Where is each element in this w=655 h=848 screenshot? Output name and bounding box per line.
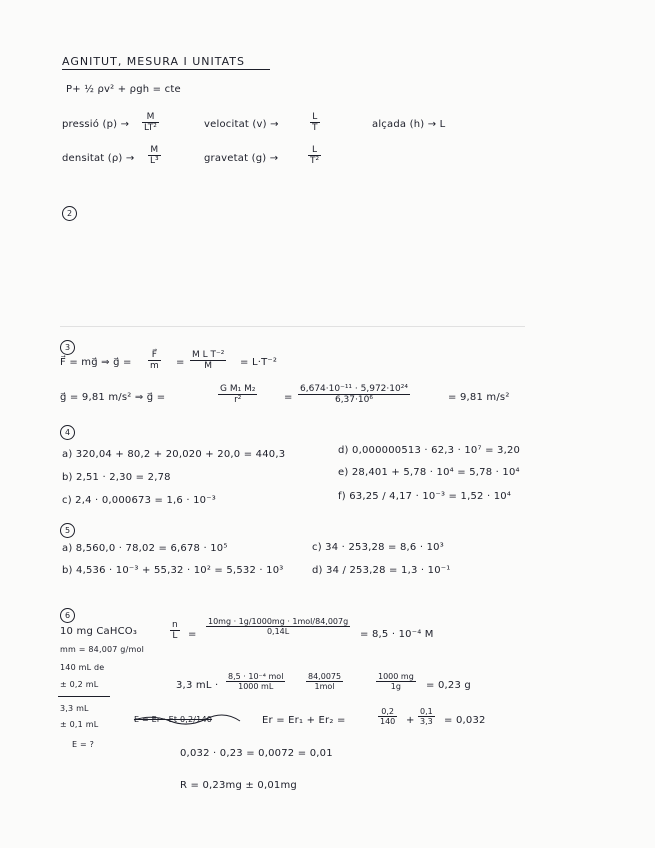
force-over-mass: $\frac{F⃗}{m}$ xyxy=(150,350,159,371)
dimension-fraction: $\frac{\text{M L T⁻²}}{M}$ xyxy=(192,350,225,371)
given-mass: 10 mg CaHCO₃ xyxy=(60,626,138,637)
given-unknown: E = ? xyxy=(72,740,95,749)
absolute-error-calc: 0,032 · 0,23 = 0,0072 = 0,01 xyxy=(180,748,333,759)
exercise-5c: c) 34 · 253,28 = 8,6 · 10³ xyxy=(312,542,444,553)
bernoulli-equation: P+ ½ ρv² + ρgh = cte xyxy=(66,84,181,95)
conversion-factor-3: $\frac{1000 mg}{1g}$ xyxy=(378,672,414,691)
given-sample-volume: 3,3 mL xyxy=(60,704,89,713)
conversion-factor-1: 8,5 · 10⁻⁴ mol 1000 mL xyxy=(228,672,284,691)
given-molar-mass: mm = 84,007 g/mol xyxy=(60,645,144,654)
section-6-marker: 6 xyxy=(60,608,75,623)
newton-law-line: F⃗ = mg⃗ ⇒ g⃗ = xyxy=(60,357,132,368)
error-crossed-out: E = Er · Et 0,2/140 xyxy=(134,715,213,724)
given-volume-error: ± 0,2 mL xyxy=(60,680,99,689)
section-3-marker: 3 xyxy=(60,340,75,355)
relative-error-sum: Er = Er₁ + Er₂ = xyxy=(262,715,346,726)
relative-error-2: $\frac{0,1}{3,3}$ xyxy=(420,707,433,726)
molarity-equals: = xyxy=(188,629,197,640)
conversion-result: = 0,23 g xyxy=(426,680,471,691)
height-label: alçada (h) → L xyxy=(372,119,446,130)
exercise-4c: c) 2,4 · 0,000673 = 1,6 · 10⁻³ xyxy=(62,495,216,506)
section-4-marker: 4 xyxy=(60,425,75,440)
gravitation-result: = 9,81 m/s² xyxy=(448,392,510,403)
gravity-dimension-result: = L·T⁻² xyxy=(240,357,278,368)
given-divider xyxy=(58,696,110,697)
gravitation-values: $\frac{\text{6,674·10⁻¹¹ · 5,972·10²⁴}}{\text{6,37·10⁶}}$ xyxy=(300,384,408,405)
given-volume: 140 mL de xyxy=(60,663,105,672)
final-result: R = 0,23mg ± 0,01mg xyxy=(180,780,297,791)
exercise-5a: a) 8,560,0 · 78,02 = 6,678 · 10⁵ xyxy=(62,543,228,554)
molarity-result: = 8,5 · 10⁻⁴ M xyxy=(360,629,434,640)
given-sample-error: ± 0,1 mL xyxy=(60,720,99,729)
density-dimension: $\frac{M}{\text{L³}}$ xyxy=(150,145,159,166)
exercise-4f: f) 63,25 / 4,17 · 10⁻³ = 1,52 · 10⁴ xyxy=(338,491,512,502)
section-2-marker: 2 xyxy=(62,206,77,221)
title-underline xyxy=(62,69,270,70)
molarity-calculation: 10mg · 1g/1000mg · 1mol/84,007g 0,14L xyxy=(208,617,349,636)
velocity-dimension: $\frac{L}{T}$ xyxy=(312,112,318,133)
crossed-out-scribble xyxy=(132,712,242,728)
pressure-label: pressió (p) → xyxy=(62,119,130,130)
conversion-factor-2: 84,0075 1mol xyxy=(308,672,342,691)
relative-error-1: $\frac{0,2}{140}$ xyxy=(380,707,396,726)
gravitation-formula: $\frac{\text{G M₁ M₂}}{\text{r²}}$ xyxy=(220,384,256,405)
relative-error-plus: + xyxy=(406,715,415,726)
exercise-5d: d) 34 / 253,28 = 1,3 · 10⁻¹ xyxy=(312,565,451,576)
conversion-start: 3,3 mL · xyxy=(176,680,219,691)
pressure-dimension: $\frac{M}{\text{LT²}}$ xyxy=(144,112,157,133)
section-5-marker: 5 xyxy=(60,523,75,538)
page-title: AGNITUT, MESURA I UNITATS xyxy=(62,55,246,68)
newton-equals: = xyxy=(176,357,185,368)
exercise-5b: b) 4,536 · 10⁻³ + 55,32 · 10² = 5,532 · 10³ xyxy=(62,565,284,576)
gravitation-equals: = xyxy=(284,392,293,403)
density-label: densitat (ρ) → xyxy=(62,153,135,164)
gravity-dimension: $\frac{L}{\text{T²}}$ xyxy=(310,145,320,166)
gravity-value-line: g⃗ = 9,81 m/s² ⇒ g⃗ = xyxy=(60,392,166,403)
exercise-4d: d) 0,000000513 · 62,3 · 10⁷ = 3,20 xyxy=(338,445,521,456)
exercise-4b: b) 2,51 · 2,30 = 2,78 xyxy=(62,472,171,483)
gravity-label: gravetat (g) → xyxy=(204,153,279,164)
page-rule-line xyxy=(60,326,525,327)
relative-error-result: = 0,032 xyxy=(444,715,486,726)
molarity-symbol: $\frac{n}{L}$ xyxy=(172,620,178,641)
velocity-label: velocitat (v) → xyxy=(204,119,279,130)
exercise-4a: a) 320,04 + 80,2 + 20,020 + 20,0 = 440,3 xyxy=(62,449,286,460)
exercise-4e: e) 28,401 + 5,78 · 10⁴ = 5,78 · 10⁴ xyxy=(338,467,520,478)
